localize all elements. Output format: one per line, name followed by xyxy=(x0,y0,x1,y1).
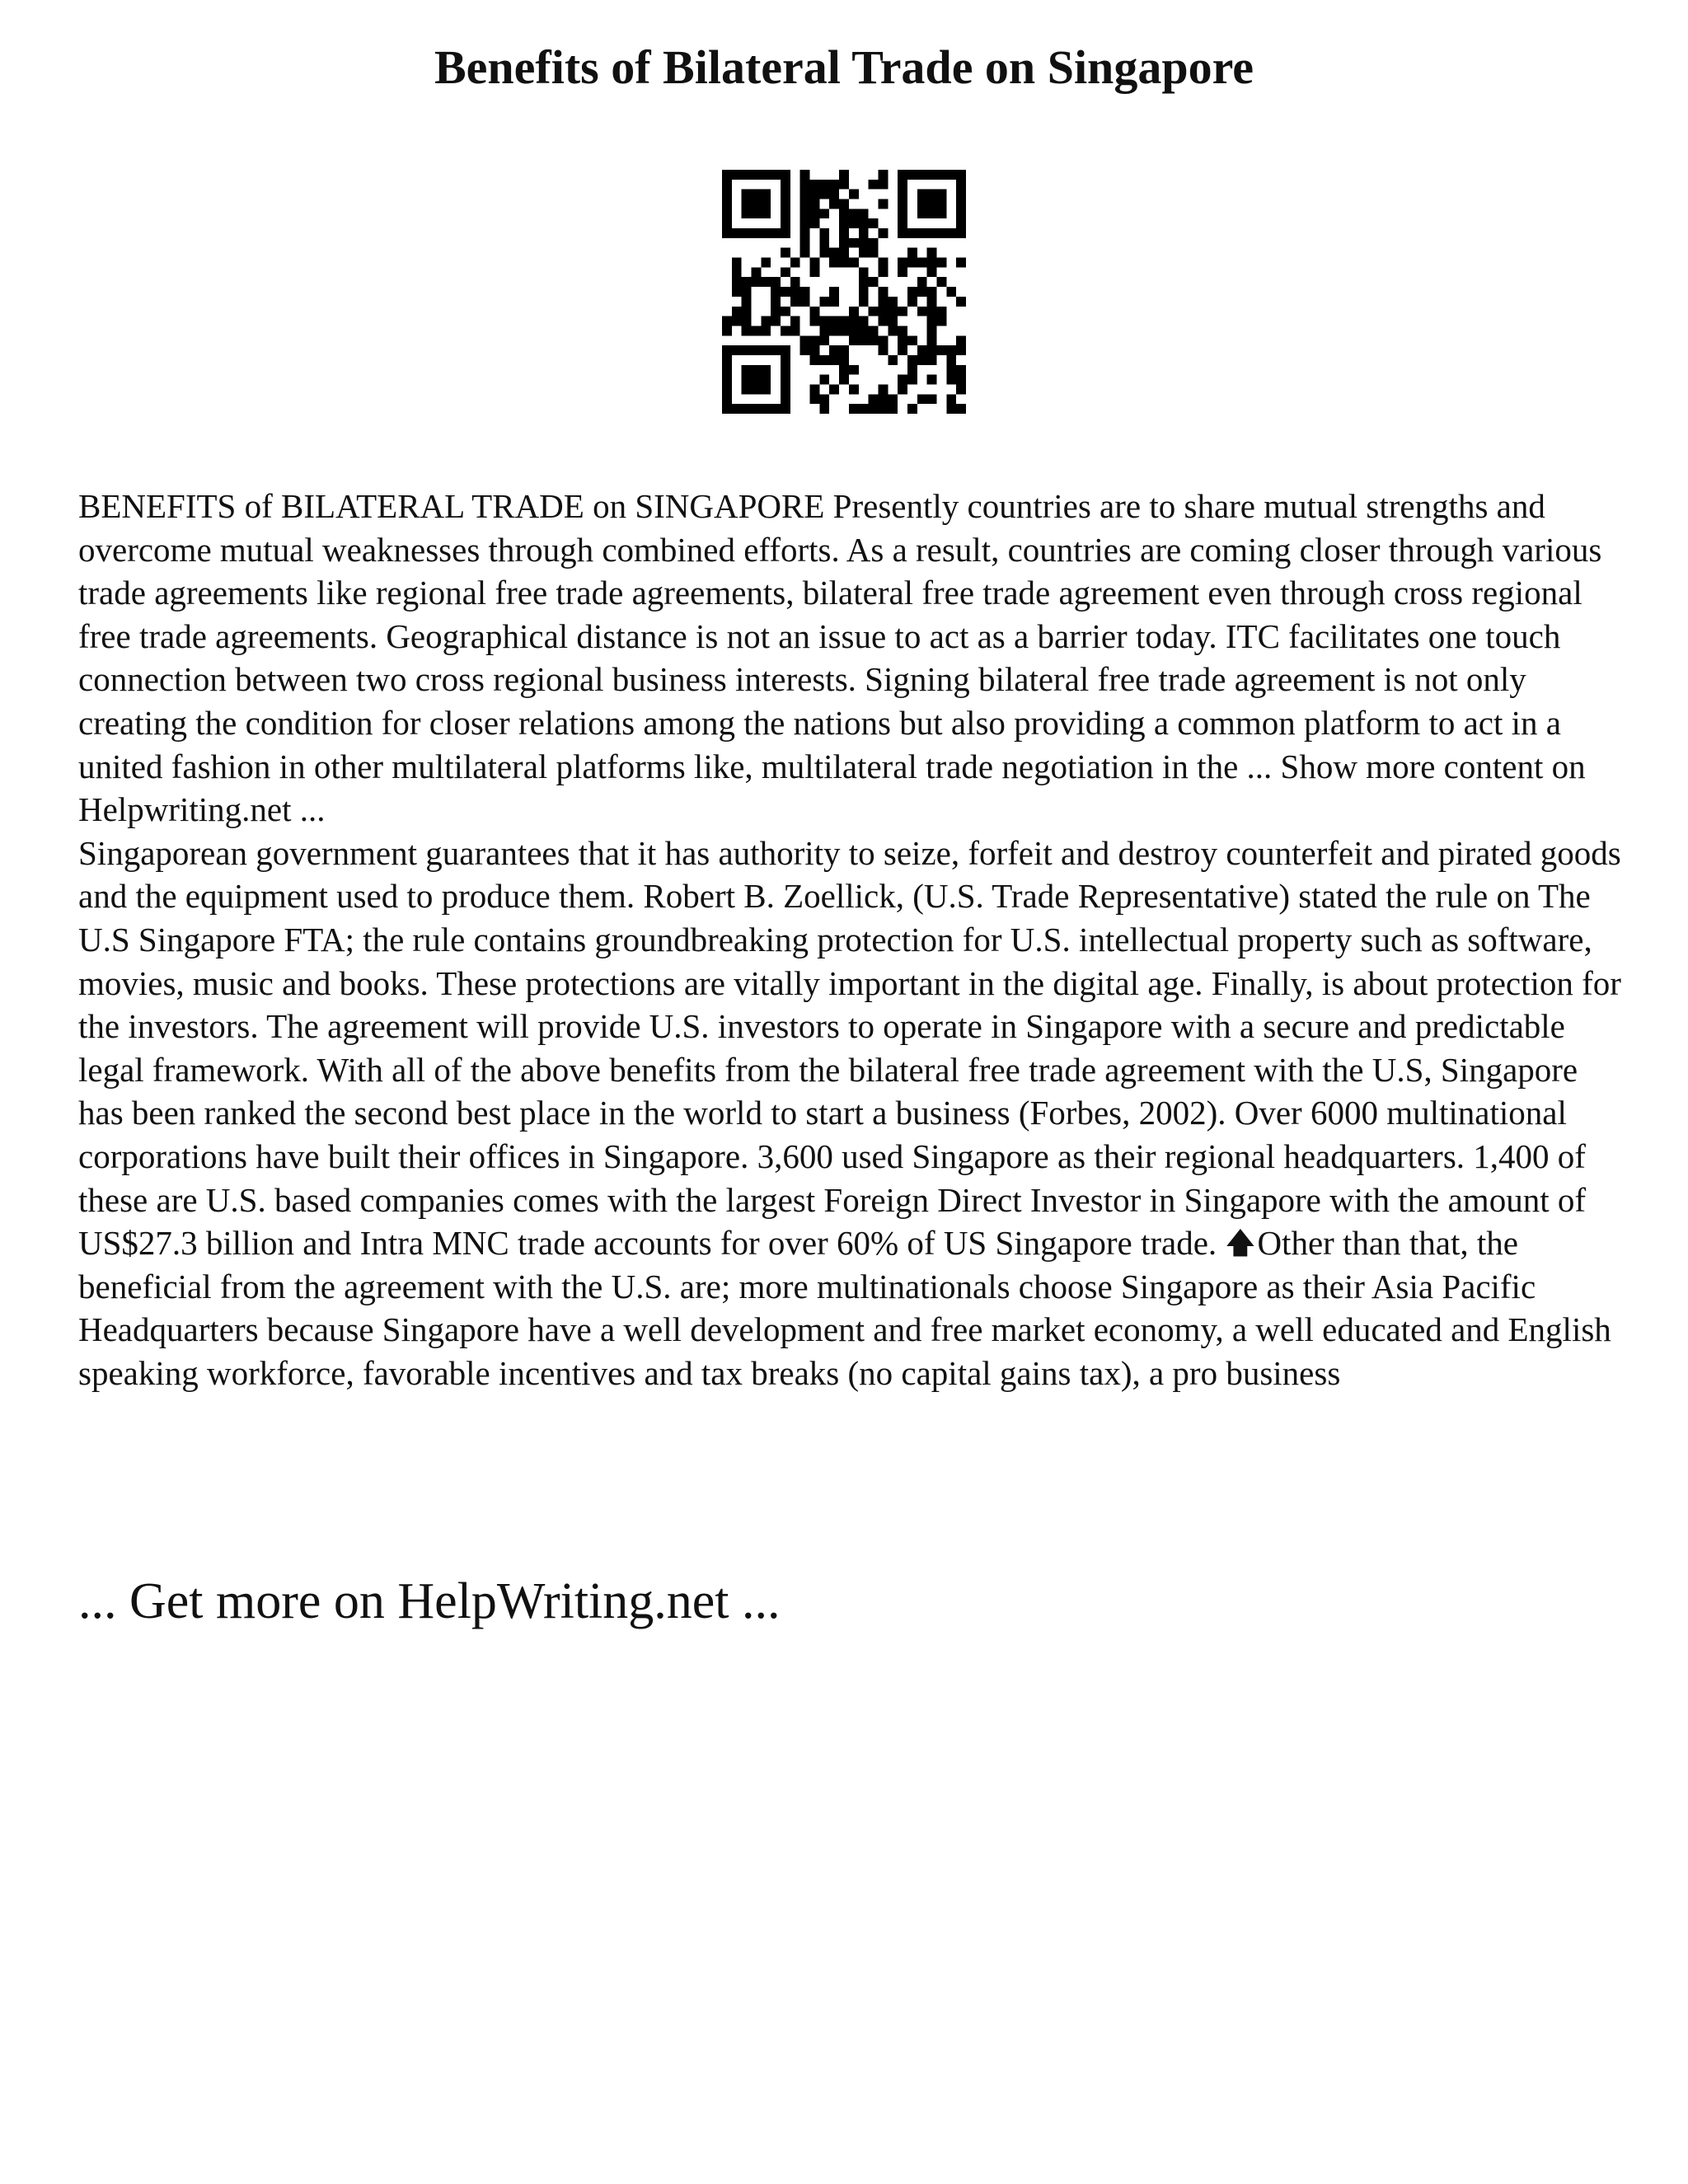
paragraph-2-part-2: Other than that, the beneficial from the agreement with the U.S. are; more multinationals choose Singapore as their Asia Pacific Headquarters because Singapore have a well development and free market economy, a well educated and English speaking workforce, favorable incentives and tax breaks (no capital gains tax), a pro business xyxy=(78,1224,1611,1392)
article-body xyxy=(78,485,1628,1394)
paragraph-2 xyxy=(78,832,1628,1395)
qr-code-icon xyxy=(722,170,966,414)
arrow-up-icon: 🡅 xyxy=(1225,1226,1256,1260)
paragraph-2-part-1: Singaporean government guarantees that it has authority to seize, forfeit and destroy counterfeit and pirated goods and the equipment used to produce them. Robert B. Zoellick, (U.S. Trade Representative) stated the rule on The U.S Singapore FTA; the rule contains groundbreaking protection for U.S. intellectual property such as software, movies, music and books. These protections are vitally important in the digital age. Finally, is about protection for the investors. The agreement will provide U.S. investors to operate in Singapore with a secure and predictable legal framework. With all of the above benefits from the bilateral free trade agreement with the U.S, Singapore has been ranked the second best place in the world to start a business (Forbes, 2002). Over 6000 multinational corporations have built their offices in Singapore. 3,600 used Singapore as their regional headquarters. 1,400 of these are U.S. based companies comes with the largest Foreign Direct Investor in Singapore with the amount of US$27.3 billion and Intra MNC trade accounts for over 60% of US Singapore trade. xyxy=(78,833,1621,1263)
page-title: Benefits of Bilateral Trade on Singapore xyxy=(434,40,1254,94)
get-more-link[interactable]: ... Get more on HelpWriting.net ... xyxy=(78,1573,781,1629)
paragraph-1: BENEFITS of BILATERAL TRADE on SINGAPORE Presently countries are to share mutual strengths and overcome mutual weaknesses through combined efforts. As a result, countries are coming closer through various trade agreements like regional free trade agreements, bilateral free trade agreement even through cross regional free trade agreements. Geographical distance is not an issue to act as a barrier today. ITC facilitates one touch connection between two cross regional business interests. Signing bilateral free trade agreement is not only creating the condition for closer relations among the nations but also providing a common platform to act in a united fashion in other multilateral platforms like, multilateral trade negotiation in the ... Show more content on Helpwriting.net ... xyxy=(78,487,1602,829)
